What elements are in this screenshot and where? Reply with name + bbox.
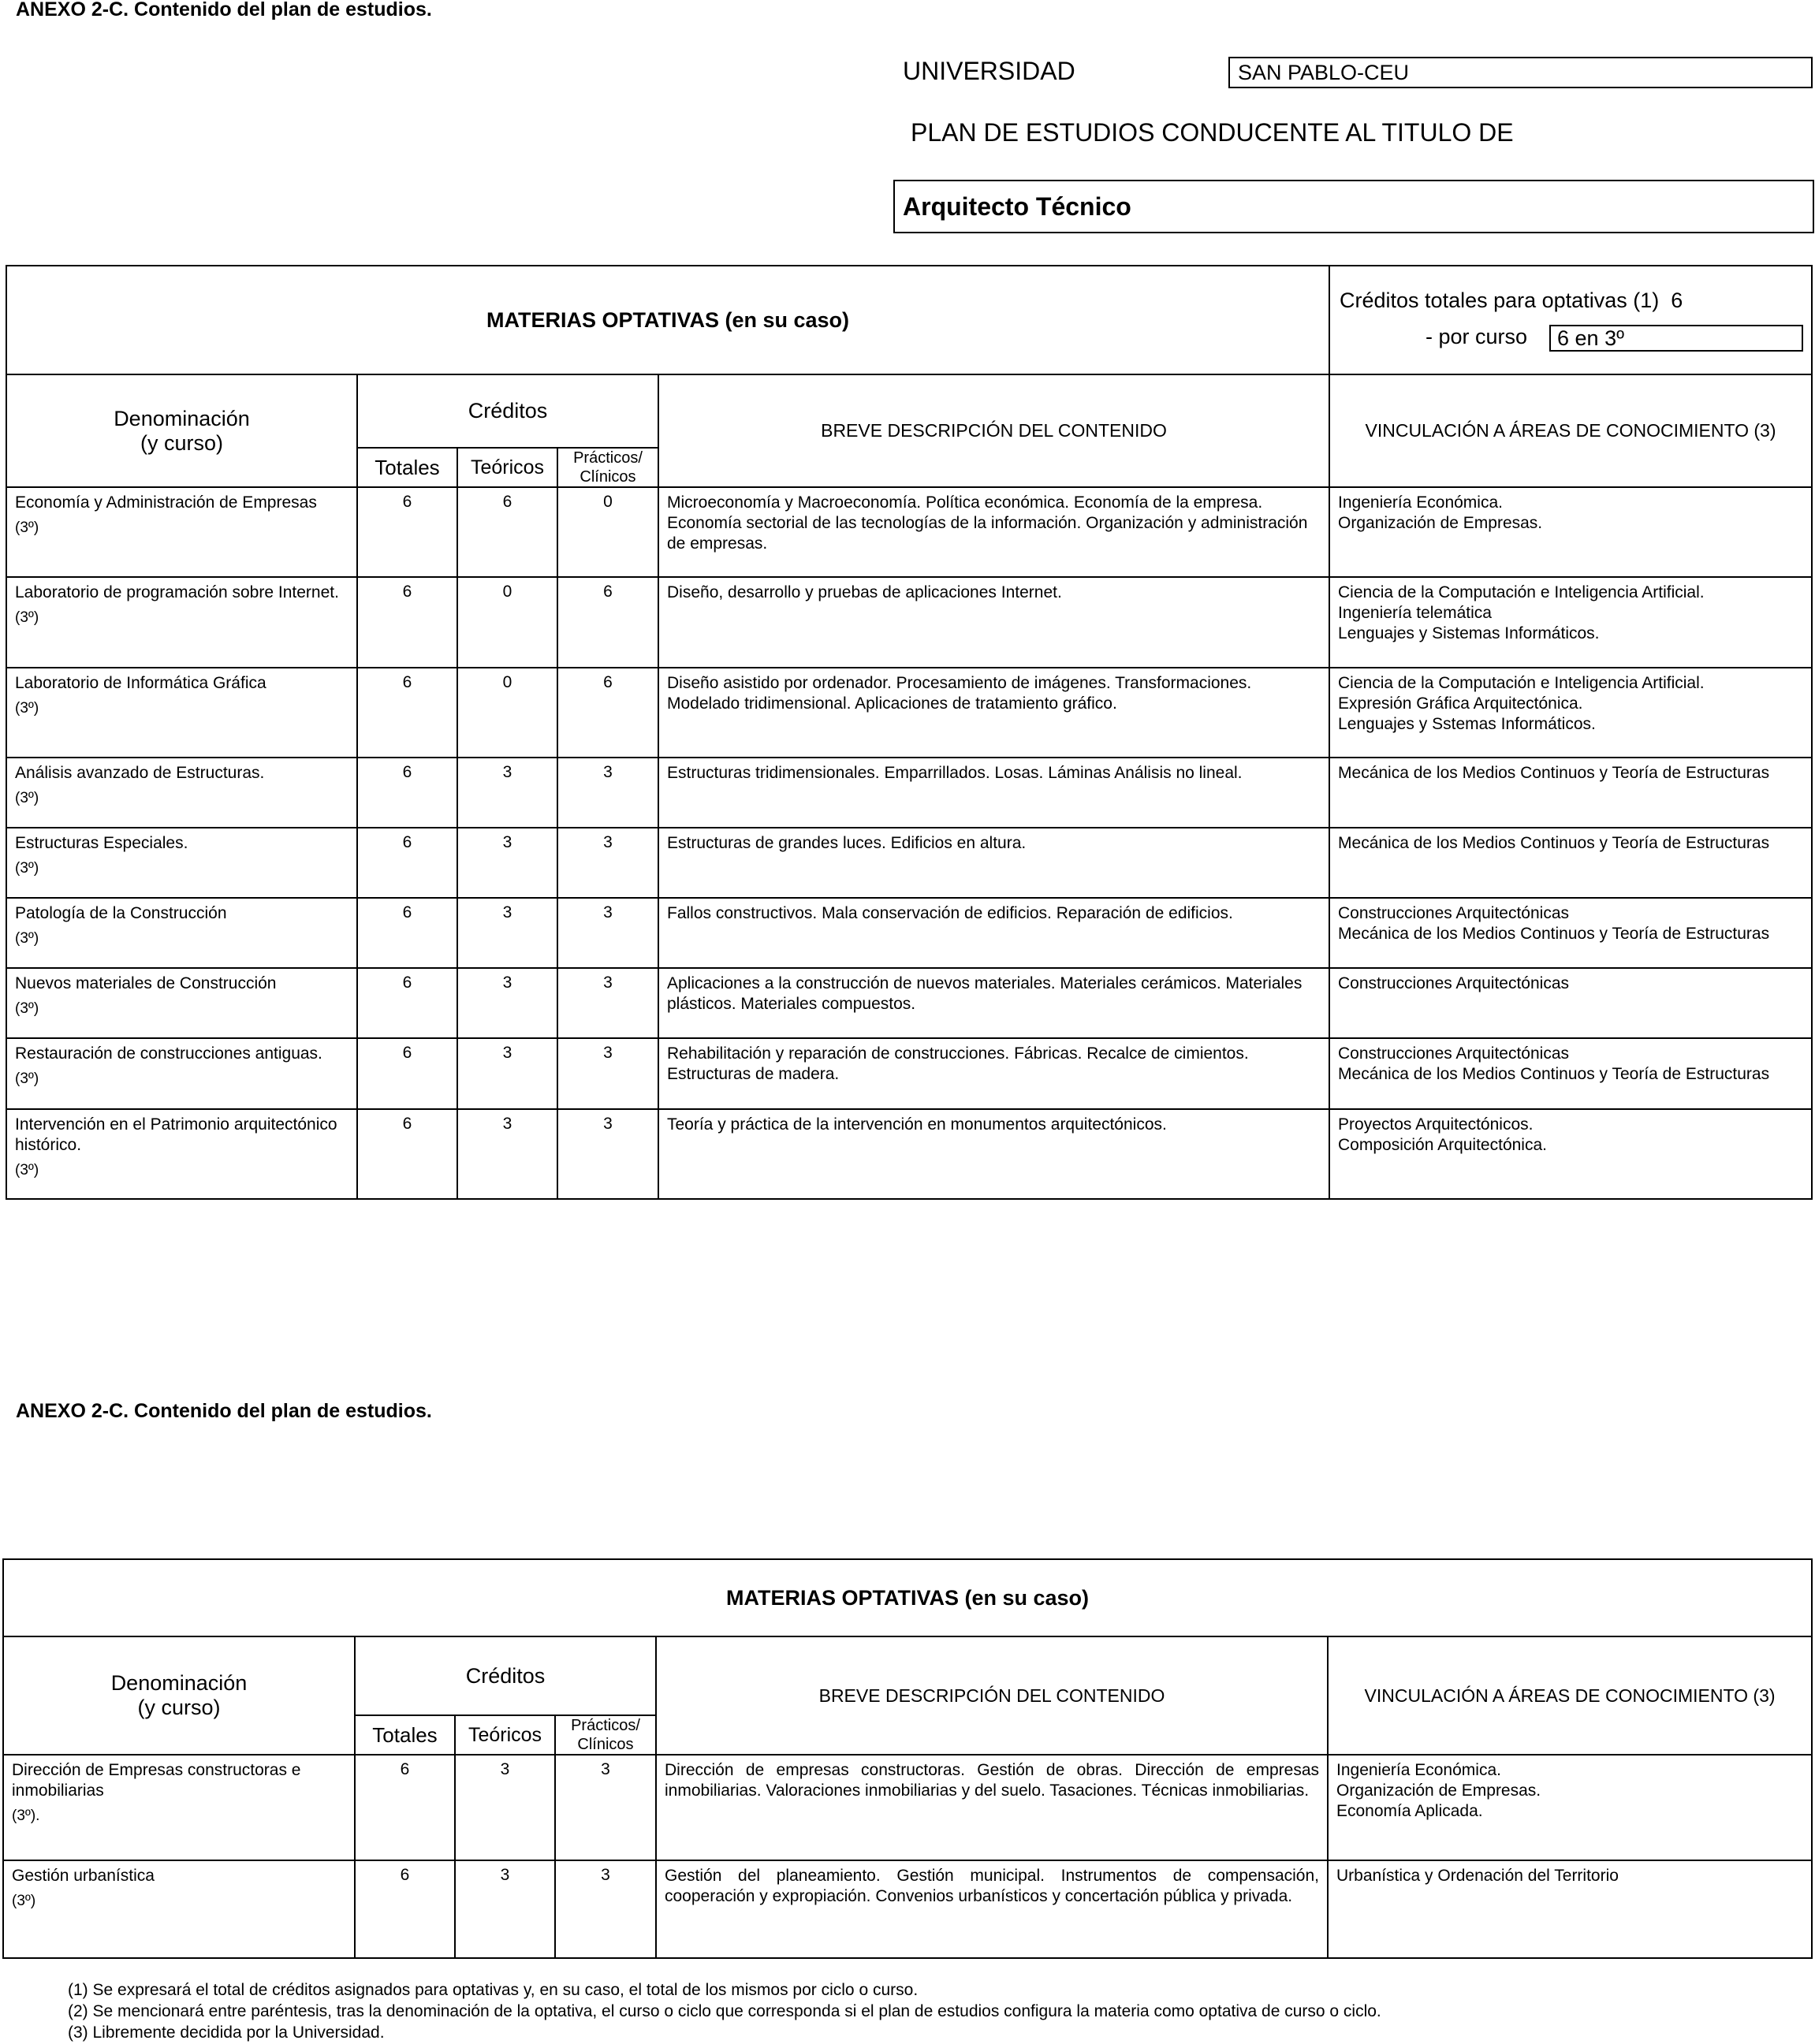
subject-name-cell bbox=[3, 1860, 355, 1958]
knowledge-areas bbox=[1328, 1860, 1812, 1958]
subject-name-cell bbox=[6, 487, 357, 577]
credits-total: 6 bbox=[357, 487, 457, 577]
credits-practice: 6 bbox=[557, 577, 658, 668]
header-creditos-2: Créditos bbox=[355, 1636, 656, 1715]
footnotes bbox=[68, 1979, 1802, 2043]
description: Fallos constructivos. Mala conservación de edificios. Reparación de edificios. bbox=[658, 898, 1329, 968]
header-practicos-label-2: Prácticos/ bbox=[571, 1717, 640, 1734]
knowledge-area: Organización de Empresas. bbox=[1336, 1782, 1541, 1800]
table-row bbox=[6, 577, 1812, 668]
knowledge-areas bbox=[1329, 577, 1812, 668]
subject-year: (3º) bbox=[15, 1070, 39, 1087]
per-course-label: - por curso bbox=[1426, 325, 1528, 348]
header-practicos-label: Prácticos/ bbox=[573, 449, 643, 467]
subject-year: (3º) bbox=[15, 700, 39, 717]
subject-year: (3º) bbox=[15, 1162, 39, 1178]
credits-total: 6 bbox=[357, 898, 457, 968]
subject-year: (3º) bbox=[15, 519, 39, 536]
header-practicos-2 bbox=[555, 1715, 656, 1755]
credits-theory: 3 bbox=[455, 1860, 555, 1958]
description: Diseño, desarrollo y pruebas de aplicaciones Internet. bbox=[658, 577, 1329, 668]
subject-name: Nuevos materiales de Construcción bbox=[15, 974, 277, 992]
subject-name-cell bbox=[6, 758, 357, 828]
credits-total: 6 bbox=[357, 668, 457, 758]
knowledge-area: Ciencia de la Computación e Inteligencia Artificial. bbox=[1338, 674, 1705, 692]
credits-practice: 3 bbox=[557, 1038, 658, 1109]
subject-name-cell bbox=[6, 668, 357, 758]
header-curso-label-2: (y curso) bbox=[137, 1696, 221, 1719]
header-denominacion-2 bbox=[3, 1636, 355, 1755]
description: Dirección de empresas constructoras. Gestión de obras. Dirección de empresas inmobiliarias. Valoraciones inmobiliarias y del suelo. Tasaciones. Técnicas inmobiliarias. bbox=[656, 1755, 1328, 1860]
subject-year: (3º) bbox=[15, 609, 39, 626]
table-row bbox=[6, 1109, 1812, 1199]
knowledge-areas bbox=[1329, 487, 1812, 577]
knowledge-area: Proyectos Arquitectónicos. bbox=[1338, 1115, 1534, 1134]
knowledge-areas bbox=[1329, 668, 1812, 758]
knowledge-area: Construcciones Arquitectónicas bbox=[1338, 1044, 1570, 1063]
knowledge-area: Organización de Empresas. bbox=[1338, 514, 1543, 532]
header-descripcion: BREVE DESCRIPCIÓN DEL CONTENIDO bbox=[658, 374, 1329, 487]
plan-label: PLAN DE ESTUDIOS CONDUCENTE AL TITULO DE bbox=[911, 118, 1514, 147]
header-teoricos-2: Teóricos bbox=[455, 1715, 555, 1755]
subject-name: Análisis avanzado de Estructuras. bbox=[15, 764, 265, 782]
credits-practice: 0 bbox=[557, 487, 658, 577]
knowledge-areas bbox=[1329, 968, 1812, 1038]
header-totales-2: Totales bbox=[355, 1715, 455, 1755]
table-row bbox=[6, 828, 1812, 898]
footnote-1: (1) Se expresará el total de créditos asignados para optativas y, en su caso, el total de los mismos por ciclo o curso. bbox=[68, 1981, 919, 1999]
subject-name: Gestión urbanística bbox=[12, 1867, 155, 1885]
subject-name: Economía y Administración de Empresas bbox=[15, 493, 317, 512]
header-curso-label: (y curso) bbox=[140, 430, 223, 455]
knowledge-areas bbox=[1329, 758, 1812, 828]
credits-practice: 3 bbox=[557, 898, 658, 968]
credits-total: 6 bbox=[357, 968, 457, 1038]
subject-year: (3º) bbox=[15, 1000, 39, 1017]
credits-practice: 3 bbox=[555, 1860, 656, 1958]
university-name: SAN PABLO-CEU bbox=[1228, 57, 1813, 88]
knowledge-area: Construcciones Arquitectónicas bbox=[1338, 904, 1570, 922]
description: Aplicaciones a la construcción de nuevos materiales. Materiales cerámicos. Materiales plásticos. Materiales compuestos. bbox=[658, 968, 1329, 1038]
credits-theory: 3 bbox=[455, 1755, 555, 1860]
credits-practice: 3 bbox=[557, 1109, 658, 1199]
credits-practice: 6 bbox=[557, 668, 658, 758]
knowledge-areas bbox=[1329, 1109, 1812, 1199]
header-teoricos: Teóricos bbox=[457, 448, 557, 487]
description: Microeconomía y Macroeconomía. Política económica. Economía de la empresa. Economía sectorial de las tecnologías de la información. Organización y administración de empresas. bbox=[658, 487, 1329, 577]
subject-name: Dirección de Empresas constructoras e inmobiliarias bbox=[12, 1761, 301, 1800]
header-vinculacion: VINCULACIÓN A ÁREAS DE CONOCIMIENTO (3) bbox=[1329, 374, 1812, 487]
knowledge-area: Ingeniería telemática bbox=[1338, 604, 1492, 622]
credits-theory: 3 bbox=[457, 898, 557, 968]
subject-name-cell bbox=[6, 828, 357, 898]
footnote-2: (2) Se mencionará entre paréntesis, tras la denominación de la optativa, el curso o ciclo que corresponda si el plan de estudios configura la materia como optativa de curso o ciclo. bbox=[68, 2002, 1381, 2020]
credits-theory: 3 bbox=[457, 1109, 557, 1199]
knowledge-areas bbox=[1329, 828, 1812, 898]
section-title: MATERIAS OPTATIVAS (en su caso) bbox=[6, 266, 1329, 374]
subject-name: Restauración de construcciones antiguas. bbox=[15, 1044, 322, 1063]
table-row bbox=[3, 1860, 1812, 1958]
annex-title-2: ANEXO 2-C. Contenido del plan de estudios. bbox=[16, 1400, 432, 1422]
header-practicos bbox=[557, 448, 658, 487]
knowledge-area: Lenguajes y Sstemas Informáticos. bbox=[1338, 715, 1596, 733]
subject-year: (3º) bbox=[15, 860, 39, 877]
subject-year: (3º) bbox=[15, 790, 39, 806]
knowledge-area: Composición Arquitectónica. bbox=[1338, 1136, 1547, 1154]
header-totales: Totales bbox=[357, 448, 457, 487]
knowledge-area: Mecánica de los Medios Continuos y Teoría de Estructuras bbox=[1338, 1065, 1770, 1083]
subject-year: (3º) bbox=[15, 930, 39, 947]
knowledge-area: Ingeniería Económica. bbox=[1338, 493, 1503, 512]
description: Gestión del planeamiento. Gestión municipal. Instrumentos de compensación, cooperación y expropiación. Convenios urbanísticos y concertación pública y privada. bbox=[656, 1860, 1328, 1958]
header-clinicos-label-2: Clínicos bbox=[577, 1736, 634, 1753]
knowledge-area: Mecánica de los Medios Continuos y Teoría de Estructuras bbox=[1338, 834, 1770, 852]
description: Diseño asistido por ordenador. Procesamiento de imágenes. Transformaciones. Modelado tridimensional. Aplicaciones de tratamiento gráfico. bbox=[658, 668, 1329, 758]
knowledge-areas bbox=[1329, 898, 1812, 968]
table-row bbox=[6, 758, 1812, 828]
knowledge-area: Expresión Gráfica Arquitectónica. bbox=[1338, 694, 1583, 713]
credits-practice: 3 bbox=[557, 968, 658, 1038]
description: Rehabilitación y reparación de construcciones. Fábricas. Recalce de cimientos. Estructuras de madera. bbox=[658, 1038, 1329, 1109]
knowledge-area: Economía Aplicada. bbox=[1336, 1802, 1483, 1820]
credits-total-label: Créditos totales para optativas (1) bbox=[1340, 289, 1660, 312]
table-row bbox=[6, 487, 1812, 577]
subject-name: Laboratorio de Informática Gráfica bbox=[15, 674, 266, 692]
per-course-value: 6 en 3º bbox=[1549, 325, 1803, 352]
credits-theory: 0 bbox=[457, 577, 557, 668]
optativas-table-1 bbox=[6, 265, 1813, 1200]
table-row bbox=[6, 968, 1812, 1038]
knowledge-area: Mecánica de los Medios Continuos y Teoría de Estructuras bbox=[1338, 925, 1770, 943]
subject-year: (3º). bbox=[12, 1808, 40, 1824]
subject-name-cell bbox=[3, 1755, 355, 1860]
credits-practice: 3 bbox=[555, 1755, 656, 1860]
table-row bbox=[6, 898, 1812, 968]
credits-practice: 3 bbox=[557, 758, 658, 828]
subject-name-cell bbox=[6, 577, 357, 668]
credits-theory: 0 bbox=[457, 668, 557, 758]
footnote-3: (3) Libremente decidida por la Universidad. bbox=[68, 2024, 385, 2042]
credits-total-value: 6 bbox=[1671, 289, 1683, 312]
knowledge-areas bbox=[1329, 1038, 1812, 1109]
credits-summary bbox=[1329, 266, 1812, 374]
subject-name-cell bbox=[6, 1038, 357, 1109]
credits-theory: 3 bbox=[457, 758, 557, 828]
subject-name: Intervención en el Patrimonio arquitectónico histórico. bbox=[15, 1115, 337, 1154]
university-label: UNIVERSIDAD bbox=[903, 57, 1075, 85]
header-denominacion-label: Denominación bbox=[114, 406, 250, 430]
subject-name-cell bbox=[6, 968, 357, 1038]
credits-total: 6 bbox=[355, 1755, 455, 1860]
subject-name: Laboratorio de programación sobre Internet. bbox=[15, 583, 339, 601]
subject-name-cell bbox=[6, 898, 357, 968]
description: Teoría y práctica de la intervención en monumentos arquitectónicos. bbox=[658, 1109, 1329, 1199]
description: Estructuras de grandes luces. Edificios en altura. bbox=[658, 828, 1329, 898]
credits-theory: 3 bbox=[457, 968, 557, 1038]
credits-total: 6 bbox=[357, 1038, 457, 1109]
knowledge-area: Urbanística y Ordenación del Territorio bbox=[1336, 1867, 1619, 1885]
subject-name-cell bbox=[6, 1109, 357, 1199]
credits-theory: 3 bbox=[457, 828, 557, 898]
header-vinculacion-2: VINCULACIÓN A ÁREAS DE CONOCIMIENTO (3) bbox=[1328, 1636, 1812, 1755]
credits-practice: 3 bbox=[557, 828, 658, 898]
section-title-2: MATERIAS OPTATIVAS (en su caso) bbox=[3, 1559, 1812, 1636]
table-row bbox=[6, 668, 1812, 758]
description: Estructuras tridimensionales. Emparrillados. Losas. Láminas Análisis no lineal. bbox=[658, 758, 1329, 828]
header-clinicos-label: Clínicos bbox=[580, 468, 636, 486]
credits-total: 6 bbox=[357, 1109, 457, 1199]
knowledge-area: Mecánica de los Medios Continuos y Teoría de Estructuras bbox=[1338, 764, 1770, 782]
degree-title: Arquitecto Técnico bbox=[893, 180, 1814, 233]
credits-total: 6 bbox=[355, 1860, 455, 1958]
knowledge-areas bbox=[1328, 1755, 1812, 1860]
credits-theory: 6 bbox=[457, 487, 557, 577]
knowledge-area: Construcciones Arquitectónicas bbox=[1338, 974, 1570, 992]
knowledge-area: Ingeniería Económica. bbox=[1336, 1761, 1501, 1779]
annex-title: ANEXO 2-C. Contenido del plan de estudios. bbox=[16, 0, 432, 20]
optativas-table-2 bbox=[2, 1558, 1813, 1959]
subject-name: Patología de la Construcción bbox=[15, 904, 227, 922]
header-denominacion bbox=[6, 374, 357, 487]
subject-name: Estructuras Especiales. bbox=[15, 834, 188, 852]
header-descripcion-2: BREVE DESCRIPCIÓN DEL CONTENIDO bbox=[656, 1636, 1328, 1755]
table-row bbox=[6, 1038, 1812, 1109]
table-row bbox=[3, 1755, 1812, 1860]
credits-theory: 3 bbox=[457, 1038, 557, 1109]
credits-total: 6 bbox=[357, 828, 457, 898]
header-denominacion-label-2: Denominación bbox=[110, 1671, 248, 1695]
header-creditos: Créditos bbox=[357, 374, 658, 448]
credits-total: 6 bbox=[357, 758, 457, 828]
knowledge-area: Ciencia de la Computación e Inteligencia Artificial. bbox=[1338, 583, 1705, 601]
knowledge-area: Lenguajes y Sistemas Informáticos. bbox=[1338, 624, 1600, 642]
credits-total: 6 bbox=[357, 577, 457, 668]
subject-year: (3º) bbox=[12, 1893, 36, 1909]
